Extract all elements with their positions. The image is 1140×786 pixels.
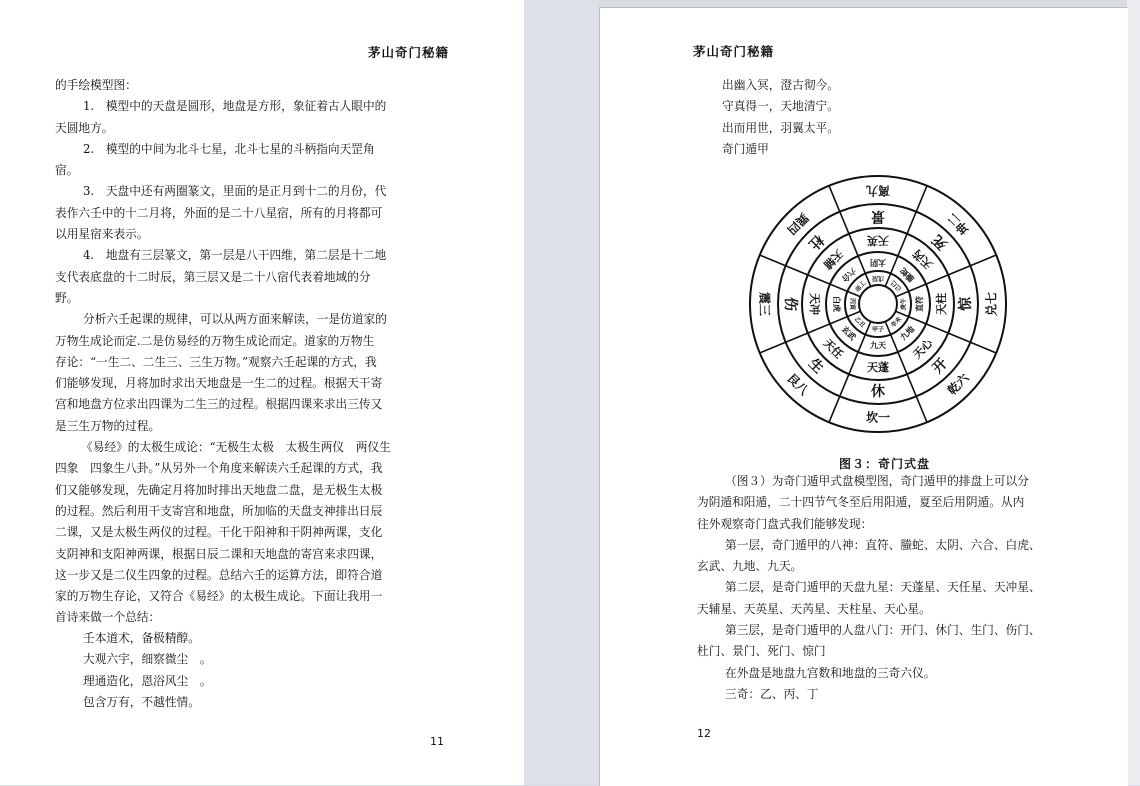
page-header: 茅山奇门秘籍 xyxy=(693,44,775,59)
text-line: 包含万有，不越性情。 xyxy=(83,694,200,709)
text-line: 杜门、景门、死门、惊门 xyxy=(697,644,826,659)
wheel-label: 九地 xyxy=(897,323,917,343)
wheel-label: 惊 xyxy=(958,297,974,311)
text-line: 1. 模型中的天盘是圆形，地盘是方形，象征着古人眼中的 xyxy=(83,99,387,114)
wheel-label: 庚午 xyxy=(900,297,908,311)
text-line: 的过程。然后利用干支寄宫和地盘，所加临的天盘支神排出日辰 xyxy=(55,503,383,518)
wheel-label: 直符 xyxy=(914,296,924,312)
wheel-label: 坎一 xyxy=(865,410,891,425)
text-line: 天辅星、天英星、天芮星、天柱星、天心星。 xyxy=(697,601,931,616)
text-line: 宫和地盘方位求出四课为二生三的过程。根据四课来求出三传又 xyxy=(55,397,383,412)
qimen-wheel-diagram xyxy=(738,171,1018,446)
text-line: 存论：“一生二、二生三、三生万物。”观察六壬起课的方式，我 xyxy=(55,354,377,369)
text-line: 壬本道术，备极精醇。 xyxy=(83,631,200,645)
text-line: 是三生万物的过程。 xyxy=(55,418,161,433)
text-line: （图３）为奇门遁甲式盘模型图，奇门遁甲的排盘上可以分 xyxy=(725,474,1029,488)
wheel-label: 巽四 xyxy=(784,210,812,238)
wheel-label: 六合 xyxy=(839,265,859,285)
wheel-label: 丙寅 xyxy=(848,297,856,311)
text-line: 家的万物生存论，又符合《易经》的太极生成论。下面让我用一 xyxy=(55,589,383,604)
wheel-label: 生 xyxy=(805,355,827,377)
wheel-label: 兑七 xyxy=(984,291,999,317)
viewer-gutter xyxy=(524,0,599,785)
page-header: 茅山奇门秘籍 xyxy=(368,45,450,60)
verse xyxy=(722,75,839,160)
wheel-label: 景 xyxy=(871,208,885,224)
text-line: 表作六壬中的十二月将，外面的是二十八星宿，所有的月将都可 xyxy=(55,205,383,220)
text-line: 支代表底盘的十二时辰，第三层又是二十八宿代表着地域的分 xyxy=(55,269,371,284)
wheel-label: 天辅 xyxy=(820,246,846,272)
wheel-ring xyxy=(802,228,954,380)
wheel-label: 丁卯 xyxy=(852,278,867,293)
text-line: 奇门遁甲 xyxy=(722,141,769,156)
wheel-label: 艮八 xyxy=(784,370,812,398)
text-line: 守真得一，天地清宁。 xyxy=(722,99,839,114)
text-line: 《易经》的太极生成论：“无极生太极 太极生两仪 两仪生 xyxy=(81,440,391,455)
wheel-label: 天芮 xyxy=(910,246,936,272)
text-line: 为阴遁和阳遁，二十四节气冬至后用阳遁，夏至后用阴遁。从内 xyxy=(697,495,1025,510)
text-line: 首诗来做一个总结： xyxy=(55,610,161,625)
wheel-label: 离九 xyxy=(865,183,891,198)
text-line: 四象 四象生八卦。”从另外一个角度来解读六壬起课的方式，我 xyxy=(55,461,383,476)
page-number: 11 xyxy=(430,735,444,748)
text-line: 分析六壬起课的规律，可以从两方面来解读，一是仿道家的 xyxy=(83,312,387,327)
wheel-label: 太阴 xyxy=(870,258,886,268)
wheel-label: 乾六 xyxy=(944,370,972,398)
poem xyxy=(55,628,212,713)
page-number: 12 xyxy=(697,727,711,740)
wheel-label: 己巳 xyxy=(889,278,904,293)
text-line: 在外盘是地盘九宫数和地盘的三奇六仪。 xyxy=(725,665,936,680)
text-line: 出幽入冥，澄古彻今。 xyxy=(722,78,839,92)
text-line: 4. 地盘有三层篆文，第一层是八干四维，第二层是十二地 xyxy=(83,248,387,263)
text-line: 以用星宿来表示。 xyxy=(55,227,149,242)
text-line: 3. 天盘中还有两圈篆文，里面的是正月到十二的月份，代 xyxy=(83,184,387,199)
wheel-label: 开 xyxy=(929,355,951,377)
text-line: 三奇：乙、丙、丁 xyxy=(725,686,819,701)
text-line: 第一层，奇门遁甲的八神：直符、螣蛇、太阴、六合、白虎、 xyxy=(725,537,1041,552)
text-line: 万物生成论而定.二是仿易经的万物生成论而定。道家的万物生 xyxy=(55,333,375,348)
text-line: 的手绘模型图： xyxy=(55,78,137,92)
wheel-ring xyxy=(859,285,897,323)
viewer-scroll-edge[interactable] xyxy=(1127,0,1140,785)
text-line: 天圆地方。 xyxy=(55,120,114,135)
text-line: 们能够发现，月将加时求出天地盘是一生二的过程。根据天干寄 xyxy=(55,376,383,391)
text-line: 野。 xyxy=(55,290,79,305)
wheel-label: 白虎 xyxy=(832,296,842,312)
text-line: 支阴神和支阳神两课，根据日辰二课和天地盘的寄宫来求四课， xyxy=(55,546,383,561)
wheel-label: 坤二 xyxy=(944,210,972,238)
text-line: 宿。 xyxy=(55,163,79,178)
wheel-label: 九天 xyxy=(870,340,886,350)
text-line: 第二层，是奇门遁甲的天盘九星：天蓬星、天任星、天冲星、 xyxy=(725,580,1041,595)
wheel-label: 伤 xyxy=(782,297,798,311)
figure-caption: 图３：奇门式盘 xyxy=(839,457,931,471)
wheel-label: 天任 xyxy=(820,336,846,362)
body-text xyxy=(55,75,391,629)
wheel-label: 螣蛇 xyxy=(897,265,917,285)
wheel-label: 杜 xyxy=(805,231,827,253)
text-line: 2. 模型的中间为北斗七星，北斗七星的斗柄指向天罡角 xyxy=(83,141,375,156)
text-line: 玄武、九地、九天。 xyxy=(697,559,803,574)
wheel-ring xyxy=(778,204,978,404)
wheel-label: 乙丑 xyxy=(852,315,867,330)
wheel-label: 死 xyxy=(929,231,951,253)
text-line: 这一步又是二仪生四象的过程。总结六壬的运算方法，即符合道 xyxy=(55,567,383,582)
text-line: 第三层，是奇门遁甲的人盘八门：开门、休门、生门、伤门、 xyxy=(725,623,1041,638)
body-text xyxy=(697,471,1041,705)
wheel-label: 辛未 xyxy=(889,315,904,330)
page-12 xyxy=(599,7,1128,786)
page-11 xyxy=(0,0,524,785)
wheel-label: 休 xyxy=(871,384,885,400)
wheel-label: 震三 xyxy=(757,291,772,317)
wheel-label: 天柱 xyxy=(935,293,948,315)
wheel-label: 天冲 xyxy=(808,293,821,315)
text-line: 出而用世，羽翼太平。 xyxy=(722,120,839,135)
text-line: 二课，又是太极生两仪的过程。干化干阳神和干阴神两课，支化 xyxy=(55,525,383,540)
wheel-label: 玄武 xyxy=(839,323,859,343)
text-line: 往外观察奇门盘式我们能够发现： xyxy=(697,516,873,531)
wheel-label: 天英 xyxy=(867,234,889,247)
wheel-label: 戊辰 xyxy=(871,274,885,282)
text-line: 理通造化，恩浴风尘 。 xyxy=(83,673,212,688)
wheel-label: 甲子 xyxy=(871,326,885,334)
text-line: 大观六宇，细察微尘 。 xyxy=(83,652,212,667)
wheel-label: 天心 xyxy=(910,336,936,362)
text-line: 们又能够发现，先确定月将加时排出天地盘二盘，是无极生太极 xyxy=(55,482,383,497)
wheel-label: 天蓬 xyxy=(867,361,889,374)
